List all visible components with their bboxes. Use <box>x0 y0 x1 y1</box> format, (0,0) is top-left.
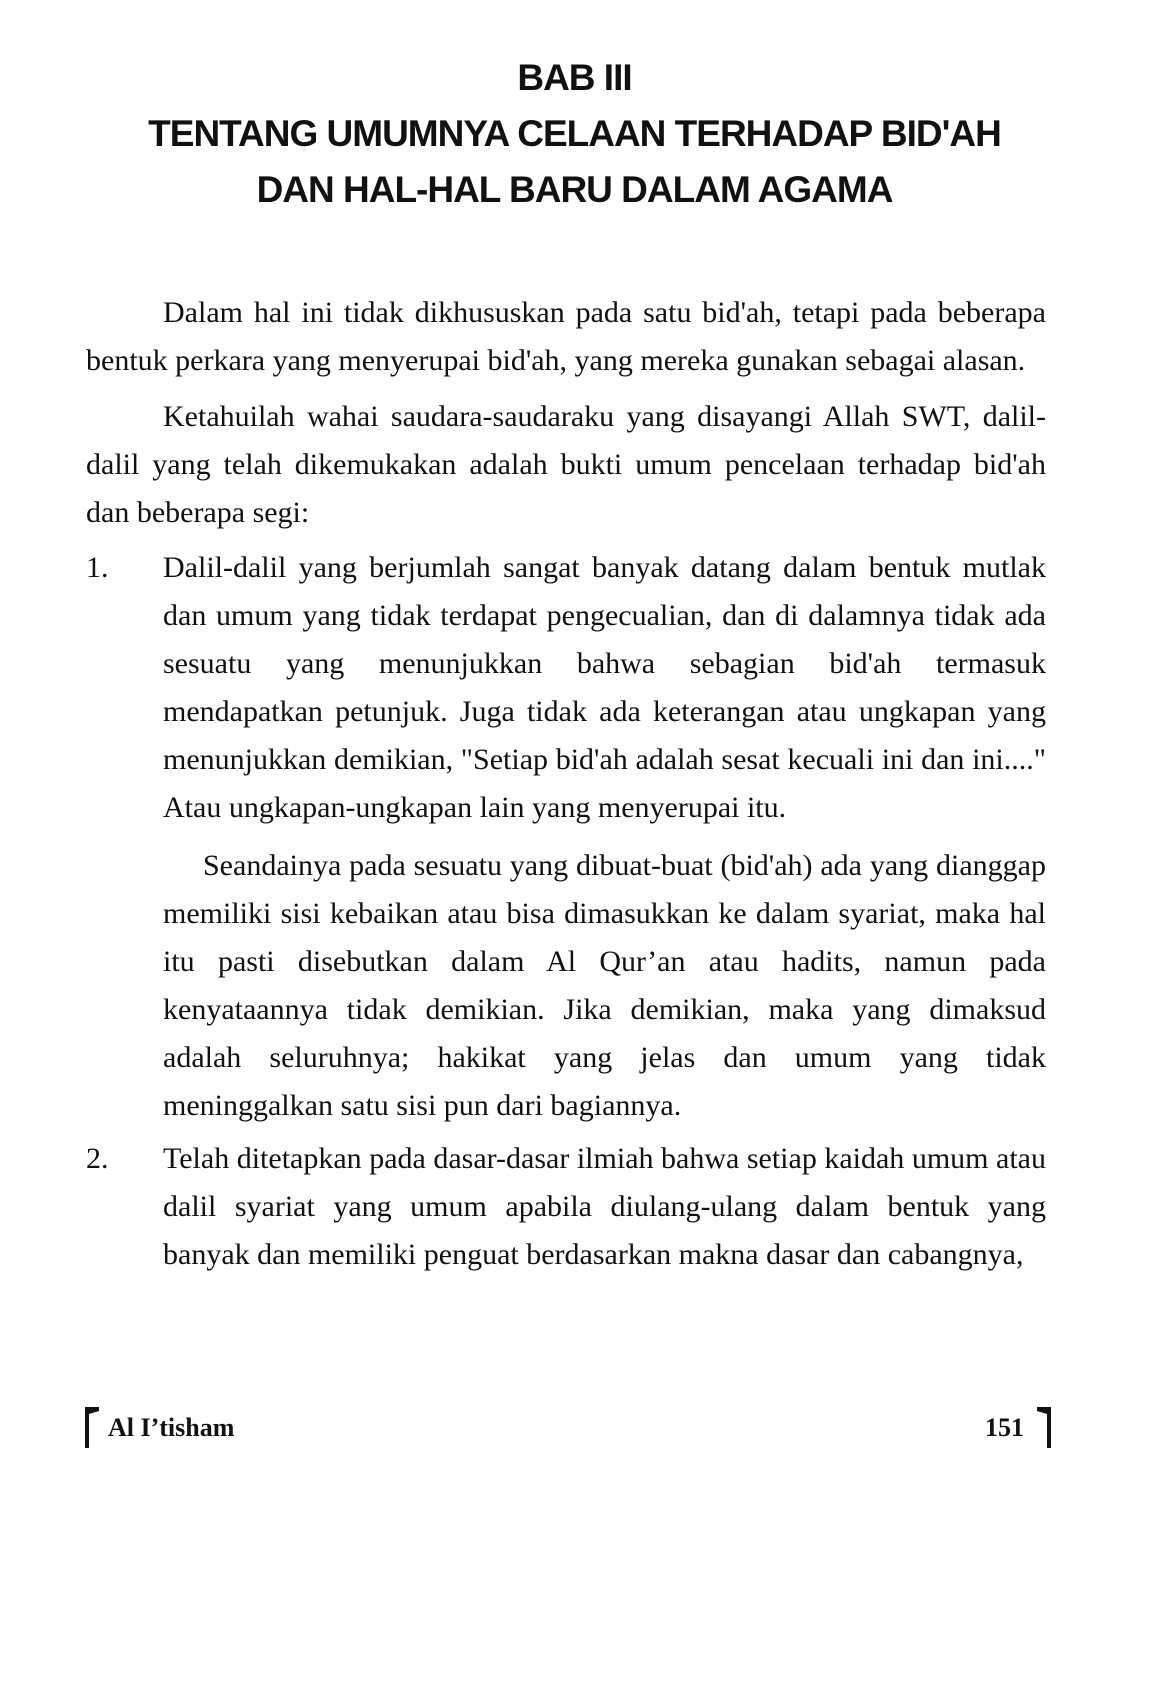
chapter-number: BAB III <box>517 57 632 98</box>
list-item-text: Telah ditetapkan pada dasar-dasar ilmiah bahwa setiap kaidah umum atau dalil syariat yang umum apabila diulang-ulang dalam bentuk yang banyak dan memiliki penguat berdasarkan makna dasar dan cabangnya, <box>163 1142 1046 1271</box>
paragraph-aspects: Ketahuilah wahai saudara-saudaraku yang disayangi Allah SWT, dalil-dalil yang telah dikemukakan adalah bukti umum pencelaan terhadap bid'ah dan beberapa segi: <box>86 400 1046 529</box>
footer-right <box>932 1405 1052 1449</box>
list-number: 1. <box>86 551 109 584</box>
footer-book-title: Al I’tisham <box>108 1413 235 1442</box>
list-number: 2. <box>86 1142 109 1175</box>
chapter-title-line-1: TENTANG UMUMNYA CELAAN TERHADAP BID'AH <box>148 113 1001 154</box>
chapter-heading <box>60 50 1089 218</box>
list-item-1 <box>86 544 1046 1130</box>
body-text <box>86 289 1046 1279</box>
list-item-2 <box>86 1135 1046 1279</box>
corner-bracket-left-icon <box>84 1405 100 1449</box>
chapter-title-line-2: DAN HAL-HAL BARU DALAM AGAMA <box>256 169 893 210</box>
paragraph-intro: Dalam hal ini tidak dikhususkan pada satu bid'ah, tetapi pada beberapa bentuk perkara yang menyerupai bid'ah, yang mereka gunakan sebagai alasan. <box>86 296 1046 377</box>
page-footer <box>84 1405 1052 1449</box>
corner-bracket-right-icon <box>1036 1405 1052 1449</box>
list-item-text: Dalil-dalil yang berjumlah sangat banyak datang dalam bentuk mutlak dan umum yang tidak terdapat pengecualian, dan di dalamnya tidak ada sesuatu yang menunjukkan bahwa sebagian bid'ah termasuk mendapatkan petunjuk. Juga tidak ada keterangan atau ungkapan yang menunjukkan demikian, "Setiap bid'ah adalah sesat kecuali ini dan ini...." Atau ungkapan-ungkapan lain yang menyerupai itu. <box>163 551 1046 824</box>
page-number: 151 <box>985 1413 1024 1442</box>
list-item-sub-paragraph: Seandainya pada sesuatu yang dibuat-buat (bid'ah) ada yang dianggap memiliki sisi kebaikan atau bisa dimasukkan ke dalam syariat, maka hal itu pasti disebutkan dalam Al Qur’an atau hadits, namun pada kenyataannya tidak demikian. Jika demikian, maka yang dimaksud adalah seluruhnya; hakikat yang jelas dan umum yang tidak meninggalkan satu sisi pun dari bagiannya. <box>163 849 1046 1122</box>
